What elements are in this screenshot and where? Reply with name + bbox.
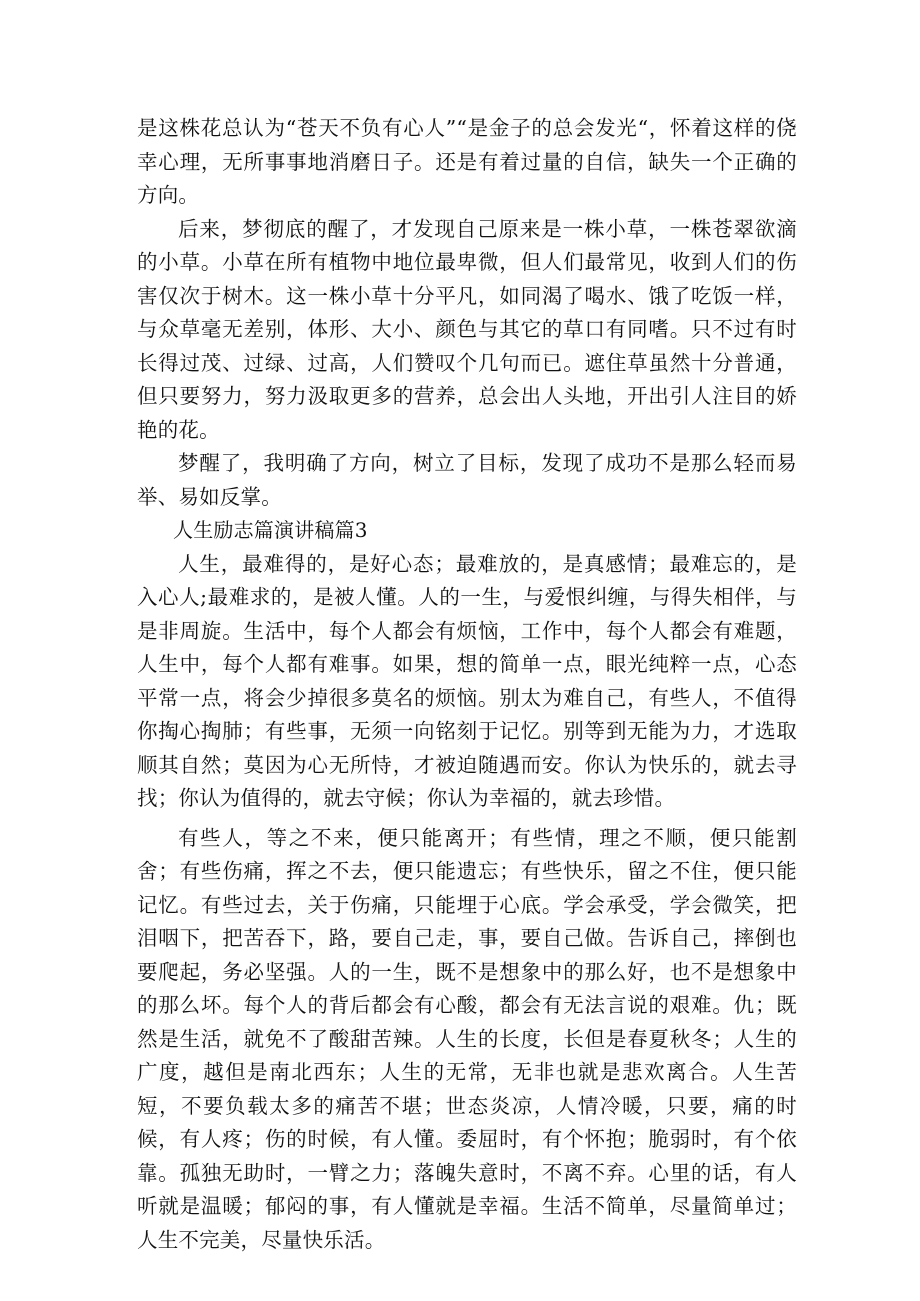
section-heading: 人生励志篇演讲稿篇3 (173, 518, 368, 542)
document-page (137, 112, 797, 1257)
paragraph-5: 有些人，等之不来，便只能离开；有些情，理之不顺，便只能割舍；有些伤痛，挥之不去，便只能遗忘；有些快乐，留之不住，便只能记忆。有些过去，关于伤痛，只能埋于心底。学会承受，学会微笑，把泪咽下，把苦吞下，路，要自己走，事，要自己做。告诉自己，摔倒也要爬起，务必坚强。人的一生，既不是想象中的那么好，也不是想象中的那么坏。每个人的背后都会有心酸，都会有无法言说的艰难。仇；既然是生活，就免不了酸甜苦辣。人生的长度，长但是春夏秋冬；人生的广度，越但是南北西东；人生的无常，无非也就是悲欢离合。人生苦短，不要负载太多的痛苦不堪；世态炎凉，人情冷暖，只要，痛的时候，有人疼；伤的时候，有人懂。委屈时，有个怀抱；脆弱时，有个依靠。孤独无助时，一臂之力；落魄失意时，不离不弃。心里的话，有人听就是温暖；郁闷的事，有人懂就是幸福。生活不简单，尽量简单过；人生不完美，尽量快乐活。 (137, 825, 797, 1252)
paragraph-4: 人生，最难得的，是好心态；最难放的，是真感情；最难忘的，是入心人;最难求的，是被人懂。人的一生，与爱恨纠缠，与得失相伴，与是非周旋。生活中，每个人都会有烦恼，工作中，每个人都会有难题，人生中，每个人都有难事。如果，想的简单一点，眼光纯粹一点，心态平常一点，将会少掉很多莫名的烦恼。别太为难自己，有些人，不值得你掏心掏肺；有些事，无须一向铭刻于记忆。别等到无能为力，才选取顺其自然；莫因为心无所恃，才被迫随遇而安。你认为快乐的，就去寻找；你认为值得的，就去守候；你认为幸福的，就去珍惜。 (137, 551, 797, 810)
paragraph-1: 是这株花总认为“苍天不负有心人”“是金子的总会发光“，怀着这样的侥幸心理，无所事事地消磨日子。还是有着过量的自信，缺失一个正确的方向。 (137, 116, 797, 207)
paragraph-3: 梦醒了，我明确了方向，树立了目标，发现了成功不是那么轻而易举、易如反掌。 (137, 451, 797, 509)
paragraph-2: 后来，梦彻底的醒了，才发现自己原来是一株小草，一株苍翠欲滴的小草。小草在所有植物中地位最卑微，但人们最常见，收到人们的伤害仅次于树木。这一株小草十分平凡，如同渴了喝水、饿了吃饭一样，与众草毫无差别，体形、大小、颜色与其它的草口有同嗜。只不过有时长得过茂、过绿、过高，人们赞叹个几句而已。遮住草虽然十分普通，但只要努力，努力汲取更多的营养，总会出人头地，开出引人注目的娇艳的花。 (137, 216, 797, 442)
